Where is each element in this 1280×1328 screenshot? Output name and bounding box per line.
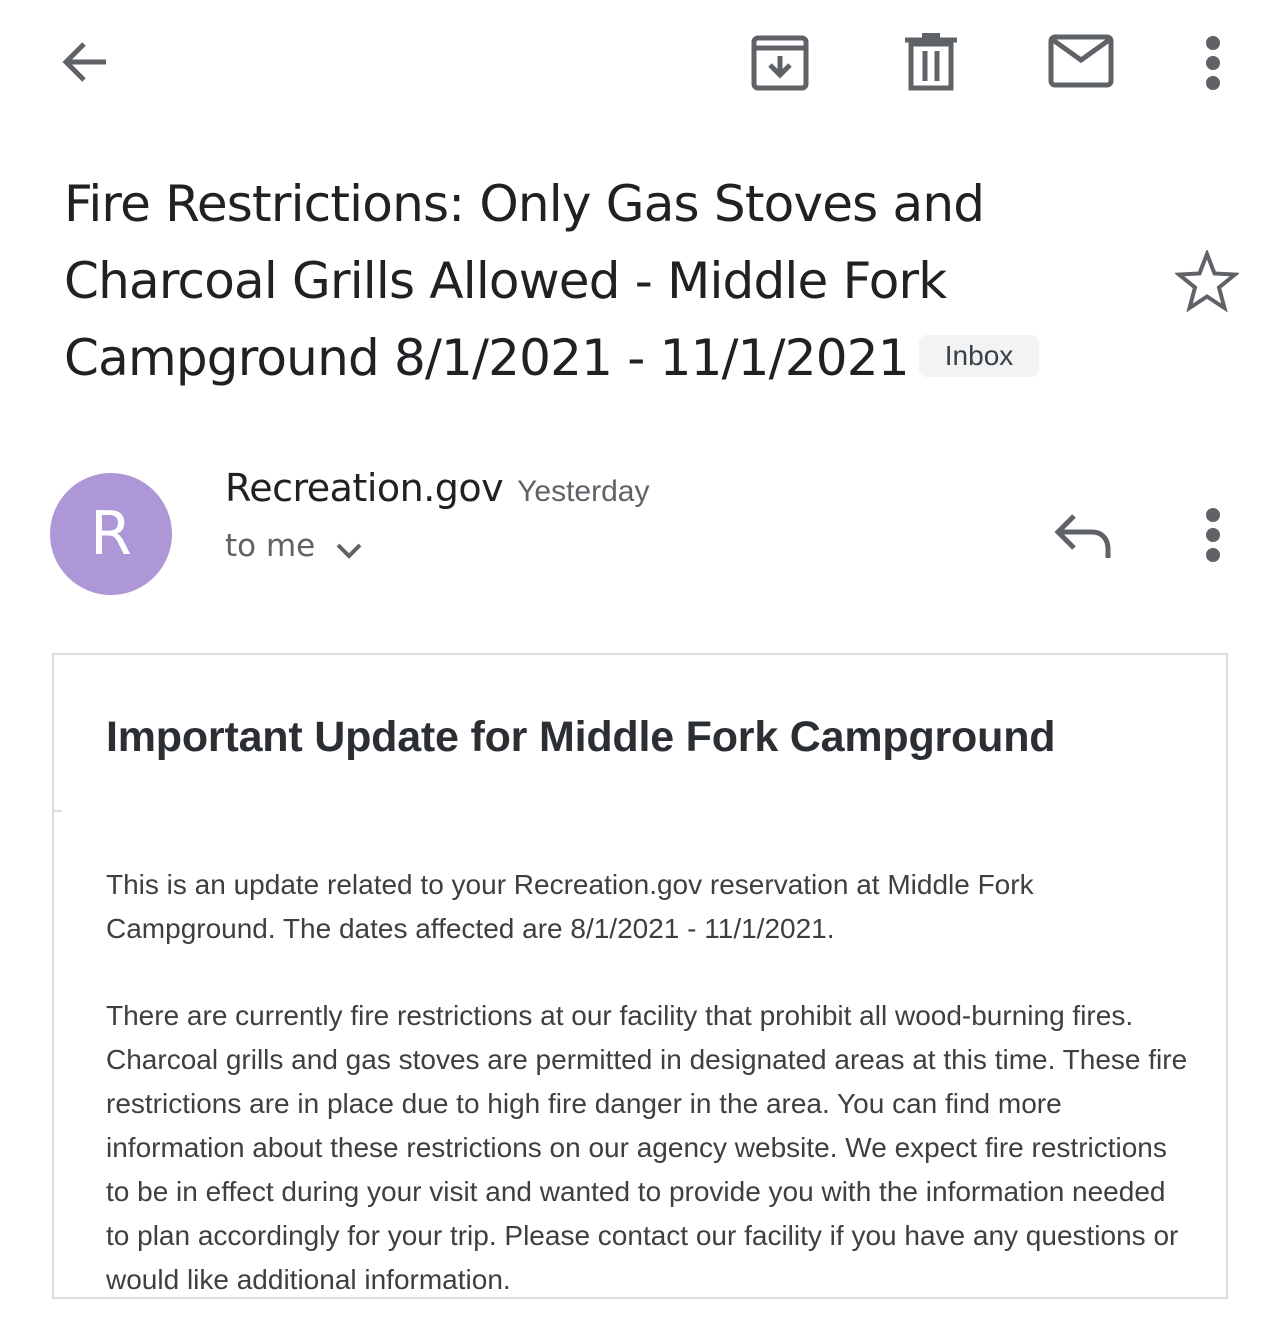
arrow-left-icon [58,36,110,88]
reply-button[interactable] [1046,500,1120,570]
mail-icon [1048,34,1114,88]
body-heading: Important Update for Middle Fork Campground [106,713,1056,761]
body-paragraph: This is an update related to your Recreation.gov reservation at Middle Fork Campground. The dates affected are 8/1/2021 - 11/1/2021. [106,869,1034,944]
divider [54,810,62,812]
email-subject [64,166,1144,397]
archive-icon [750,32,810,92]
avatar-letter: R [90,499,132,569]
message-more-options-button[interactable] [1190,502,1236,568]
sent-time: Yesterday [517,475,650,508]
more-options-button[interactable] [1190,30,1236,96]
recipient-text: to me [225,528,316,564]
top-app-bar [0,0,1280,120]
sender-avatar[interactable] [50,473,172,595]
more-vert-icon [1203,35,1223,91]
recipient-toggle[interactable] [225,528,363,564]
inbox-label-chip[interactable]: Inbox [919,335,1040,377]
archive-button[interactable] [746,28,814,96]
reply-icon [1052,510,1114,560]
email-body-card [52,653,1228,1299]
back-button[interactable] [52,30,116,94]
sender-info [225,466,649,510]
star-outline-icon [1175,250,1239,312]
body-paragraph: There are currently fire restrictions at our facility that prohibit all wood-burning fires. Charcoal grills and gas stoves are permitted in designated areas at this time. These fire restrictions are in place due to high fire danger in the area. You can find more information about these restrictions on our agency website. We expect fire restrictions to be in effect during your visit and wanted to provide you with the information needed to plan accordingly for your trip. Please contact our facility if you have any questions or would like additional information. [106,1000,1188,1295]
sender-name: Recreation.gov [225,466,504,510]
more-vert-icon [1203,507,1223,563]
chevron-down-icon [335,542,363,560]
delete-button[interactable] [898,28,964,94]
star-button[interactable] [1174,248,1240,314]
subject-text: Fire Restrictions: Only Gas Stoves and Charcoal Grills Allowed - Middle Fork Campground 8/1/2021 - 11/1/2021 [64,175,985,387]
mark-unread-button[interactable] [1046,28,1116,94]
trash-icon [903,31,959,91]
